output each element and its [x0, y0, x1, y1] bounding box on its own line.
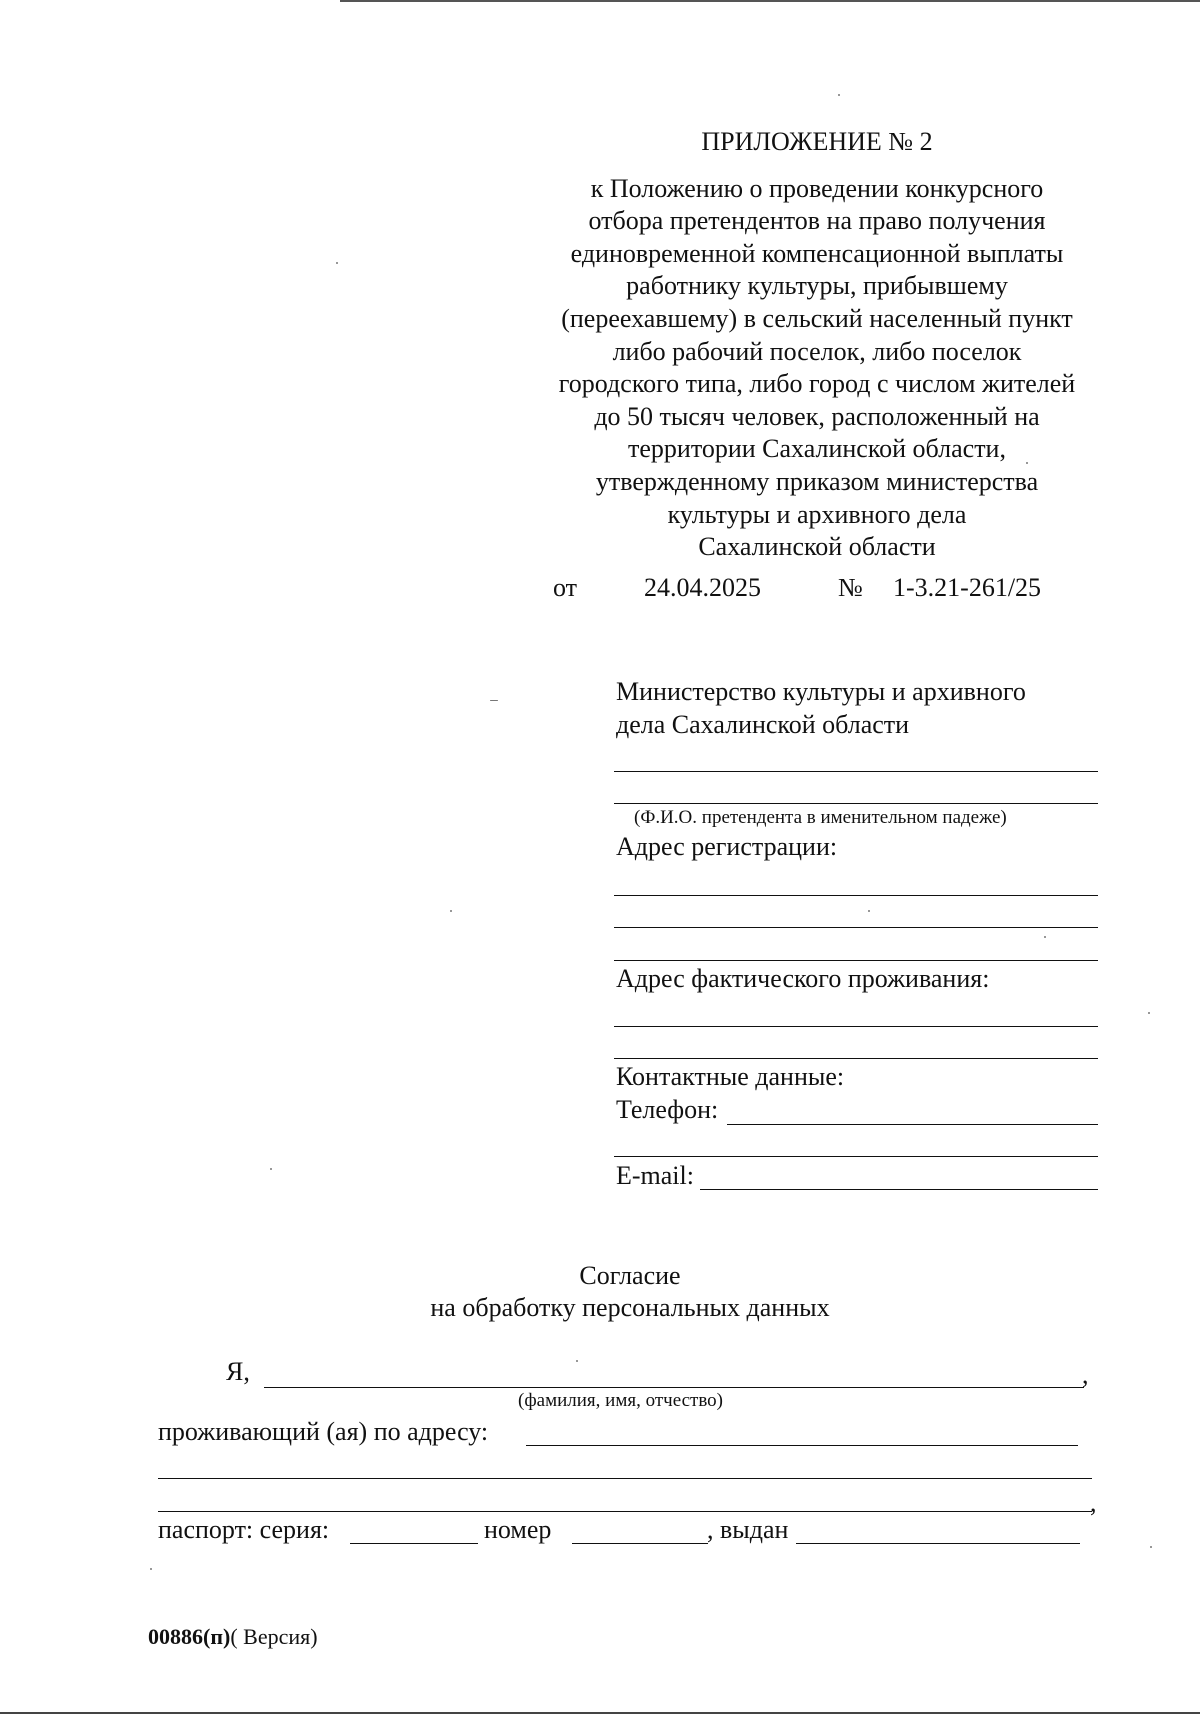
recipient-line: дела Сахалинской области — [616, 709, 910, 739]
consent-comma: , — [1082, 1360, 1089, 1389]
scan-speck — [336, 262, 338, 264]
order-number: 1-3.21-261/25 — [893, 573, 1042, 602]
order-date: 24.04.2025 — [644, 573, 761, 602]
appendix-header — [520, 126, 1114, 564]
scan-speck — [1026, 462, 1028, 464]
appendix-line: отбора претендентов на право получения — [588, 206, 1046, 236]
page-bottom-edge — [0, 1712, 1200, 1714]
order-number-label: № — [838, 573, 863, 602]
appendix-line: утвержденному приказом министерства — [595, 466, 1039, 496]
phone-field[interactable] — [727, 1124, 1098, 1125]
appendix-line: до 50 тысяч человек, расположенный на — [594, 401, 1040, 431]
scan-speck — [1150, 1546, 1152, 1548]
registration-address-line-3[interactable] — [614, 960, 1098, 961]
passport-series-field[interactable] — [350, 1543, 478, 1544]
consent-fio-caption: (фамилия, имя, отчество) — [518, 1390, 724, 1411]
consent-i-label: Я, — [226, 1357, 250, 1386]
document-code — [148, 1624, 318, 1650]
passport-series-label: паспорт: серия: — [158, 1515, 330, 1544]
scan-speck — [1044, 936, 1046, 938]
appendix-line: территории Сахалинской области, — [628, 434, 1006, 464]
appendix-line: (переехавшему) в сельский населенный пункт — [561, 303, 1073, 333]
scan-speck — [490, 700, 498, 701]
recipient-block — [616, 676, 1100, 741]
scan-speck — [838, 94, 840, 96]
scan-speck — [868, 910, 870, 912]
phone-label: Телефон: — [616, 1095, 719, 1124]
scan-speck — [576, 1360, 578, 1362]
actual-address-label: Адрес фактического проживания: — [616, 964, 990, 993]
email-field[interactable] — [700, 1189, 1098, 1190]
fio-caption: (Ф.И.О. претендента в именительном падеже) — [634, 807, 1007, 828]
fio-line-2[interactable] — [614, 803, 1098, 804]
consent-title — [380, 1260, 880, 1324]
consent-fio-field[interactable] — [264, 1387, 1084, 1388]
appendix-line: городского типа, либо город с числом жителей — [558, 369, 1076, 399]
appendix-line: культуры и архивного дела — [667, 499, 967, 529]
residing-label: проживающий (ая) по адресу: — [158, 1417, 489, 1446]
scan-speck — [450, 910, 452, 912]
appendix-line: работнику культуры, прибывшему — [626, 271, 1008, 301]
scan-speck — [1148, 1012, 1150, 1014]
residing-address-line-2[interactable] — [158, 1478, 1092, 1479]
contacts-label: Контактные данные: — [616, 1062, 845, 1091]
scan-speck — [150, 1568, 152, 1570]
email-label: E-mail: — [616, 1161, 694, 1190]
appendix-line: Сахалинской области — [698, 532, 936, 562]
page-top-edge — [340, 0, 1200, 2]
actual-address-line-2[interactable] — [614, 1058, 1098, 1059]
passport-issued-label: , выдан — [707, 1515, 789, 1544]
registration-address-label: Адрес регистрации: — [616, 832, 838, 861]
residing-address-field[interactable] — [526, 1445, 1078, 1446]
fio-line-1[interactable] — [614, 771, 1098, 772]
passport-number-field[interactable] — [572, 1543, 708, 1544]
recipient-line: Министерство культуры и архивного — [616, 677, 1026, 706]
actual-address-line-1[interactable] — [614, 1026, 1098, 1027]
scan-speck — [270, 1168, 272, 1170]
document-version: ( Версия) — [230, 1624, 318, 1649]
order-from-label: от — [553, 573, 578, 602]
address-comma: , — [1090, 1488, 1097, 1517]
consent-title-line: на обработку персональных данных — [430, 1293, 830, 1322]
appendix-line: к Положению о проведении конкурсного — [590, 173, 1044, 203]
phone-field-extra[interactable] — [614, 1156, 1098, 1157]
appendix-title: ПРИЛОЖЕНИЕ № 2 — [701, 127, 933, 156]
residing-address-line-3[interactable] — [158, 1511, 1092, 1512]
appendix-line: либо рабочий поселок, либо поселок — [612, 336, 1022, 366]
document-code-number: 00886(п) — [148, 1624, 231, 1649]
consent-title-line: Согласие — [579, 1261, 681, 1290]
registration-address-line-2[interactable] — [614, 927, 1098, 928]
registration-address-line-1[interactable] — [614, 895, 1098, 896]
passport-issued-field[interactable] — [796, 1543, 1080, 1544]
appendix-line: единовременной компенсационной выплаты — [570, 238, 1064, 268]
passport-number-label: номер — [484, 1515, 552, 1544]
